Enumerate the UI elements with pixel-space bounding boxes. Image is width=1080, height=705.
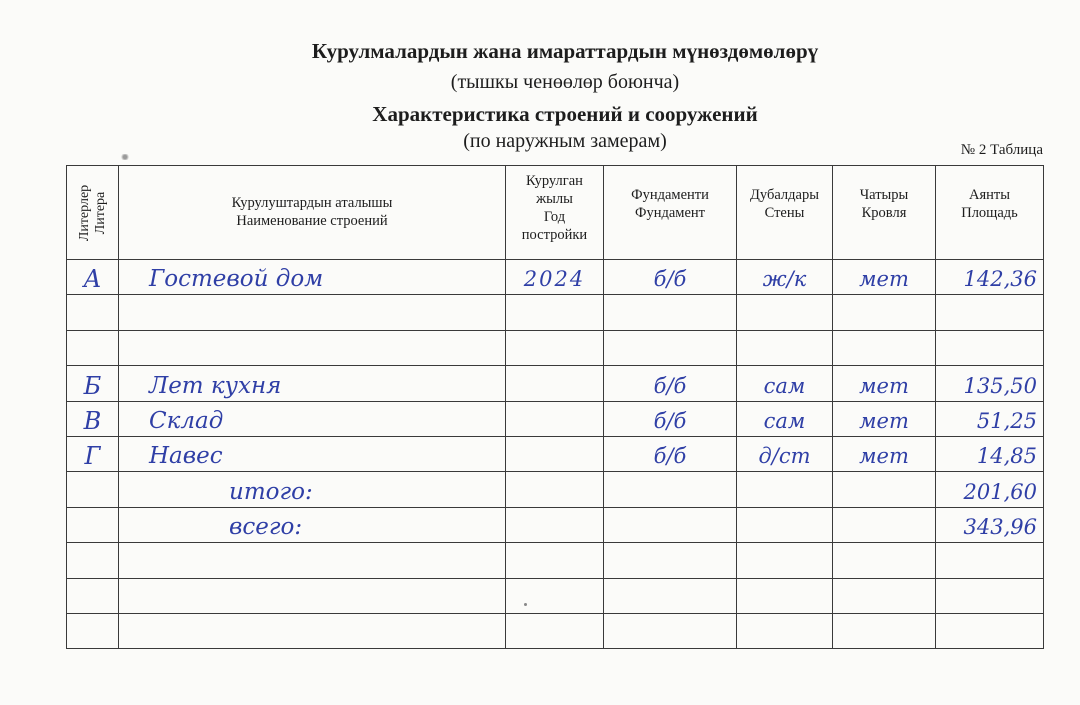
cell-roof: мет bbox=[833, 260, 936, 295]
cell-litera: В bbox=[67, 401, 119, 436]
cell-walls bbox=[737, 330, 833, 365]
cell-empty bbox=[506, 613, 604, 648]
cell-name bbox=[119, 295, 506, 330]
cell-empty bbox=[833, 472, 936, 507]
table-row bbox=[67, 366, 1044, 401]
document-title-russian: Характеристика строений и сооружений bbox=[372, 102, 758, 126]
header-litera-ru: Литера bbox=[92, 191, 108, 234]
cell-empty bbox=[737, 543, 833, 578]
cell-area bbox=[936, 295, 1044, 330]
cell-litera: Г bbox=[67, 436, 119, 471]
header-name-ky: Курулуштардын аталышы bbox=[231, 195, 393, 211]
header-litera bbox=[67, 166, 119, 260]
buildings-table bbox=[66, 165, 1044, 649]
cell-name: Навес bbox=[119, 436, 506, 471]
header-name bbox=[119, 166, 506, 260]
buildings-table-container bbox=[66, 165, 1043, 705]
cell-walls: ж/к bbox=[737, 260, 833, 295]
cell-empty bbox=[67, 543, 119, 578]
header-year-line2: жылы bbox=[536, 191, 573, 207]
header-foundation-ru: Фундамент bbox=[635, 205, 705, 221]
cell-empty bbox=[833, 543, 936, 578]
cell-year bbox=[506, 436, 604, 471]
header-foundation-ky: Фундаменти bbox=[631, 187, 709, 203]
cell-empty bbox=[67, 507, 119, 542]
cell-area: 51,25 bbox=[936, 401, 1044, 436]
cell-year bbox=[506, 330, 604, 365]
header-year-line1: Курулган bbox=[526, 173, 583, 189]
cell-empty bbox=[936, 578, 1044, 613]
cell-empty bbox=[833, 507, 936, 542]
cell-empty bbox=[604, 578, 737, 613]
table-row bbox=[67, 436, 1044, 471]
cell-foundation: б/б bbox=[604, 436, 737, 471]
cell-empty bbox=[936, 543, 1044, 578]
cell-litera bbox=[67, 330, 119, 365]
cell-empty bbox=[506, 472, 604, 507]
cell-empty bbox=[833, 578, 936, 613]
cell-roof bbox=[833, 330, 936, 365]
cell-name: Склад bbox=[119, 401, 506, 436]
table-row bbox=[67, 578, 1044, 613]
header-name-ru: Наименование строений bbox=[236, 213, 388, 229]
cell-foundation: б/б bbox=[604, 260, 737, 295]
cell-litera: Б bbox=[67, 366, 119, 401]
cell-roof: мет bbox=[833, 366, 936, 401]
header-foundation bbox=[604, 166, 737, 260]
cell-empty bbox=[737, 507, 833, 542]
header-year bbox=[506, 166, 604, 260]
header-walls bbox=[737, 166, 833, 260]
cell-name bbox=[119, 330, 506, 365]
paper-mark bbox=[120, 154, 130, 160]
cell-empty bbox=[737, 472, 833, 507]
cell-empty bbox=[604, 543, 737, 578]
cell-foundation: б/б bbox=[604, 366, 737, 401]
document-subtitle-russian: (по наружным замерам) bbox=[463, 130, 667, 152]
header-roof-ky: Чатыры bbox=[859, 187, 909, 203]
cell-empty bbox=[67, 578, 119, 613]
header-walls-ru: Стены bbox=[764, 205, 805, 221]
cell-walls: д/ст bbox=[737, 436, 833, 471]
cell-area: 135,50 bbox=[936, 366, 1044, 401]
document-subtitle-kyrgyz: (тышкы ченөөлөр боюнча) bbox=[450, 71, 680, 93]
cell-roof: мет bbox=[833, 401, 936, 436]
table-number-label: № 2 Таблица bbox=[960, 142, 1043, 158]
cell-roof: мет bbox=[833, 436, 936, 471]
header-year-line3: Год bbox=[543, 209, 566, 225]
cell-empty bbox=[506, 507, 604, 542]
table-row-itogo bbox=[67, 472, 1044, 507]
cell-litera: А bbox=[67, 260, 119, 295]
header-roof bbox=[833, 166, 936, 260]
table-row bbox=[67, 330, 1044, 365]
document-title-kyrgyz: Курулмалардын жана имараттардын мүнөздөмөлөрү bbox=[311, 39, 819, 63]
cell-empty bbox=[67, 613, 119, 648]
cell-empty bbox=[604, 472, 737, 507]
cell-empty bbox=[119, 543, 506, 578]
cell-foundation: б/б bbox=[604, 401, 737, 436]
cell-empty bbox=[604, 613, 737, 648]
table-row-vsego bbox=[67, 507, 1044, 542]
cell-empty bbox=[936, 613, 1044, 648]
cell-year bbox=[506, 366, 604, 401]
cell-area: 14,85 bbox=[936, 436, 1044, 471]
table-row bbox=[67, 260, 1044, 295]
vsego-label: всего: bbox=[119, 507, 506, 542]
header-area-ky: Аянты bbox=[969, 187, 1010, 203]
cell-litera bbox=[67, 295, 119, 330]
cell-name: Лет кухня bbox=[119, 366, 506, 401]
cell-area bbox=[936, 330, 1044, 365]
header-year-line4: постройки bbox=[521, 227, 588, 243]
cell-roof bbox=[833, 295, 936, 330]
cell-empty bbox=[119, 613, 506, 648]
cell-empty bbox=[119, 578, 506, 613]
header-roof-ru: Кровля bbox=[861, 205, 907, 221]
table-row bbox=[67, 613, 1044, 648]
cell-year bbox=[506, 401, 604, 436]
itogo-value: 201,60 bbox=[936, 472, 1044, 507]
cell-empty bbox=[506, 543, 604, 578]
cell-year: 2024 bbox=[506, 260, 604, 295]
cell-empty bbox=[737, 578, 833, 613]
header-walls-ky: Дубалдары bbox=[750, 187, 819, 203]
table-row bbox=[67, 543, 1044, 578]
header-area-ru: Площадь bbox=[961, 205, 1018, 221]
itogo-label: итого: bbox=[119, 472, 506, 507]
cell-empty bbox=[67, 472, 119, 507]
cell-walls: сам bbox=[737, 366, 833, 401]
cell-foundation bbox=[604, 330, 737, 365]
header-litera-ky: Литерлер bbox=[76, 184, 92, 241]
cell-name: Гостевой дом bbox=[119, 260, 506, 295]
cell-foundation bbox=[604, 295, 737, 330]
cell-area: 142,36 bbox=[936, 260, 1044, 295]
cell-empty bbox=[833, 613, 936, 648]
paper-dot bbox=[524, 603, 527, 606]
cell-empty bbox=[604, 507, 737, 542]
table-row bbox=[67, 401, 1044, 436]
cell-empty bbox=[506, 578, 604, 613]
table-header-row bbox=[67, 166, 1044, 260]
cell-empty bbox=[737, 613, 833, 648]
vsego-value: 343,96 bbox=[936, 507, 1044, 542]
cell-year bbox=[506, 295, 604, 330]
header-area bbox=[936, 166, 1044, 260]
cell-walls bbox=[737, 295, 833, 330]
table-row bbox=[67, 295, 1044, 330]
cell-walls: сам bbox=[737, 401, 833, 436]
